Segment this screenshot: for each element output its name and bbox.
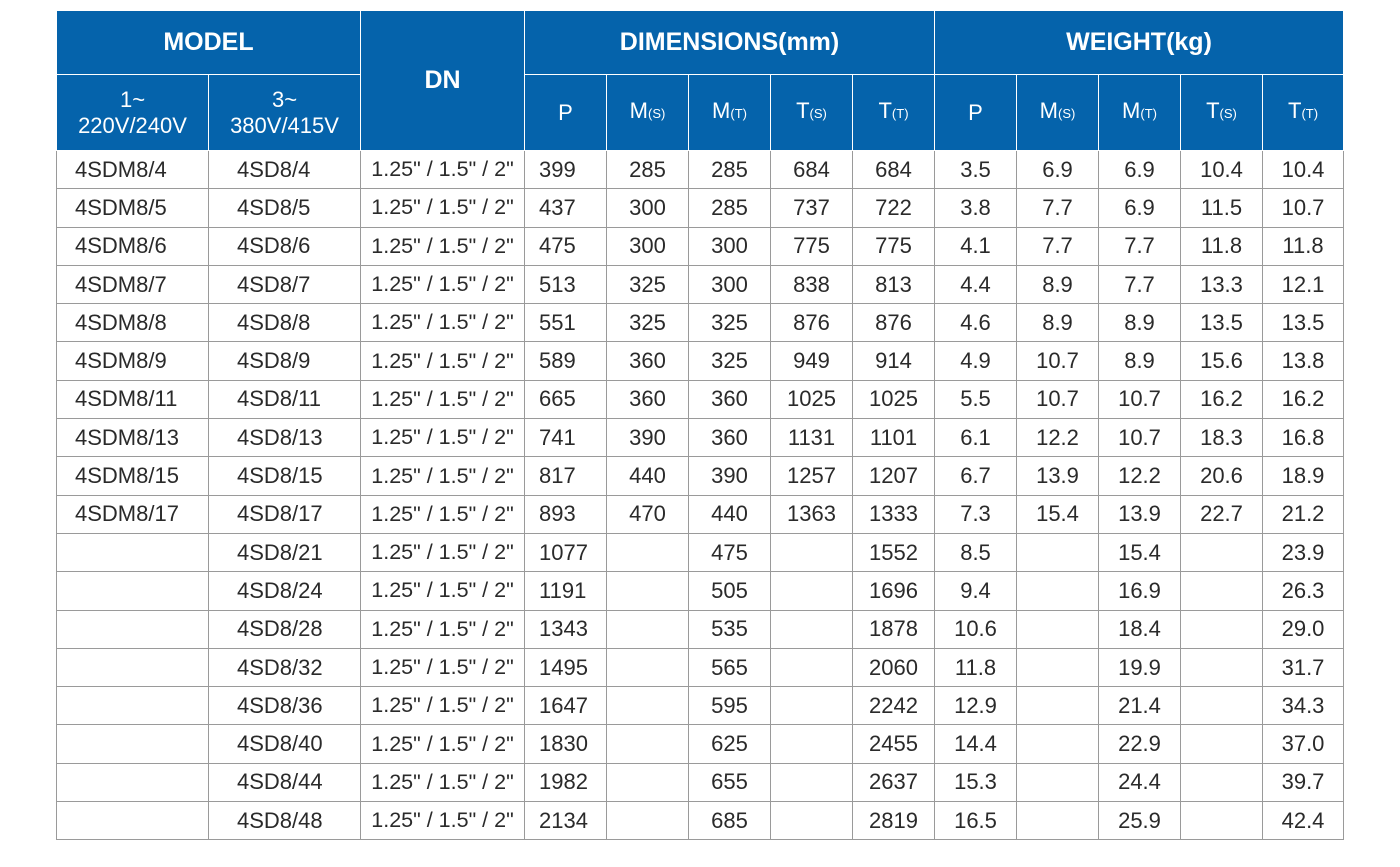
col-header-letter: T <box>1206 98 1220 123</box>
table-row <box>57 227 1344 265</box>
dim-ts-cell <box>771 572 853 610</box>
wt-ms-cell: 6.9 <box>1017 151 1099 189</box>
model-1ph-cell <box>57 572 209 610</box>
dim-p-cell: 1495 <box>525 648 607 686</box>
wt-ts-cell <box>1181 610 1263 648</box>
dimension-col-header <box>771 75 853 151</box>
dim-p-cell: 2134 <box>525 802 607 840</box>
wt-p-cell: 7.3 <box>935 495 1017 533</box>
table-row <box>57 725 1344 763</box>
dim-ms-cell <box>607 725 689 763</box>
dim-ts-cell: 876 <box>771 304 853 342</box>
dn-cell: 1.25" / 1.5" / 2" <box>361 687 525 725</box>
model-1ph-cell <box>57 610 209 648</box>
table-row <box>57 687 1344 725</box>
wt-ms-cell <box>1017 802 1099 840</box>
dim-p-cell: 437 <box>525 189 607 227</box>
model-3ph-cell: 4SD8/17 <box>209 495 361 533</box>
model-3ph-cell: 4SD8/48 <box>209 802 361 840</box>
table-row <box>57 572 1344 610</box>
dimension-col-header <box>525 75 607 151</box>
wt-tt-cell: 37.0 <box>1263 725 1344 763</box>
dim-mt-cell: 595 <box>689 687 771 725</box>
wt-mt-cell: 10.7 <box>1099 380 1181 418</box>
phase-label: 1~ <box>119 86 146 112</box>
dim-p-cell: 741 <box>525 419 607 457</box>
col-header-suffix: (T) <box>730 106 747 121</box>
table-row <box>57 304 1344 342</box>
wt-p-cell: 4.4 <box>935 265 1017 303</box>
model-3ph-cell: 4SD8/24 <box>209 572 361 610</box>
col-header-suffix: (T) <box>891 106 909 121</box>
wt-p-cell: 5.5 <box>935 380 1017 418</box>
dim-ts-cell: 1257 <box>771 457 853 495</box>
wt-tt-cell: 39.7 <box>1263 763 1344 801</box>
wt-ts-cell: 11.8 <box>1181 227 1263 265</box>
model-3ph-cell: 4SD8/36 <box>209 687 361 725</box>
wt-p-cell: 14.4 <box>935 725 1017 763</box>
wt-tt-cell: 26.3 <box>1263 572 1344 610</box>
dim-p-cell: 1647 <box>525 687 607 725</box>
dim-tt-cell: 1207 <box>853 457 935 495</box>
dim-ts-cell: 775 <box>771 227 853 265</box>
wt-mt-cell: 24.4 <box>1099 763 1181 801</box>
wt-mt-cell: 12.2 <box>1099 457 1181 495</box>
dim-ms-cell: 470 <box>607 495 689 533</box>
dn-cell: 1.25" / 1.5" / 2" <box>361 495 525 533</box>
dim-ms-cell <box>607 802 689 840</box>
table-row <box>57 533 1344 571</box>
weight-col-header <box>1017 75 1099 151</box>
dn-cell: 1.25" / 1.5" / 2" <box>361 189 525 227</box>
wt-mt-cell: 15.4 <box>1099 533 1181 571</box>
wt-ms-cell: 15.4 <box>1017 495 1099 533</box>
dim-p-cell: 551 <box>525 304 607 342</box>
wt-p-cell: 4.1 <box>935 227 1017 265</box>
dim-tt-cell: 813 <box>853 265 935 303</box>
dimension-col-header <box>689 75 771 151</box>
weight-col-header <box>935 75 1017 151</box>
model-1ph-cell: 4SDM8/5 <box>57 189 209 227</box>
phase-label: 3~ <box>271 86 298 112</box>
dim-ts-cell <box>771 687 853 725</box>
wt-tt-cell: 34.3 <box>1263 687 1344 725</box>
dim-ts-cell: 949 <box>771 342 853 380</box>
dn-cell: 1.25" / 1.5" / 2" <box>361 151 525 189</box>
dim-tt-cell: 2242 <box>853 687 935 725</box>
table-row <box>57 151 1344 189</box>
dn-cell: 1.25" / 1.5" / 2" <box>361 380 525 418</box>
model-1ph-cell <box>57 725 209 763</box>
weight-col-header <box>1099 75 1181 151</box>
wt-ts-cell: 18.3 <box>1181 419 1263 457</box>
col-header-letter: T <box>878 98 892 123</box>
wt-ts-cell <box>1181 687 1263 725</box>
dim-ts-cell <box>771 610 853 648</box>
table-row <box>57 457 1344 495</box>
dn-cell: 1.25" / 1.5" / 2" <box>361 725 525 763</box>
model-single-phase-header <box>57 75 209 151</box>
wt-tt-cell: 13.5 <box>1263 304 1344 342</box>
dim-ts-cell: 1363 <box>771 495 853 533</box>
wt-mt-cell: 19.9 <box>1099 648 1181 686</box>
col-header-suffix: (T) <box>1301 106 1319 121</box>
model-1ph-cell <box>57 533 209 571</box>
dim-ts-cell <box>771 533 853 571</box>
col-header-letter: M <box>1122 98 1141 123</box>
dn-cell: 1.25" / 1.5" / 2" <box>361 342 525 380</box>
col-header-letter: T <box>1287 98 1302 123</box>
col-header-suffix: (T) <box>1140 106 1157 121</box>
dim-ms-cell: 360 <box>607 380 689 418</box>
wt-ms-cell: 8.9 <box>1017 304 1099 342</box>
wt-p-cell: 15.3 <box>935 763 1017 801</box>
col-header-letter: M <box>712 98 731 123</box>
table-row <box>57 419 1344 457</box>
wt-p-cell: 4.9 <box>935 342 1017 380</box>
wt-tt-cell: 29.0 <box>1263 610 1344 648</box>
dim-mt-cell: 360 <box>689 380 771 418</box>
wt-p-cell: 6.7 <box>935 457 1017 495</box>
dim-tt-cell: 2637 <box>853 763 935 801</box>
wt-tt-cell: 13.8 <box>1263 342 1344 380</box>
model-1ph-cell: 4SDM8/15 <box>57 457 209 495</box>
col-header-suffix: (S) <box>647 106 666 121</box>
dn-cell: 1.25" / 1.5" / 2" <box>361 763 525 801</box>
wt-p-cell: 11.8 <box>935 648 1017 686</box>
wt-ts-cell: 10.4 <box>1181 151 1263 189</box>
dim-p-cell: 1077 <box>525 533 607 571</box>
wt-tt-cell: 23.9 <box>1263 533 1344 571</box>
wt-ms-cell <box>1017 572 1099 610</box>
dim-mt-cell: 285 <box>689 189 771 227</box>
wt-mt-cell: 7.7 <box>1099 265 1181 303</box>
model-3ph-cell: 4SD8/32 <box>209 648 361 686</box>
wt-ms-cell: 8.9 <box>1017 265 1099 303</box>
dim-ms-cell: 325 <box>607 265 689 303</box>
col-header-letter: T <box>796 98 810 123</box>
dim-mt-cell: 440 <box>689 495 771 533</box>
dn-cell: 1.25" / 1.5" / 2" <box>361 802 525 840</box>
wt-ts-cell: 22.7 <box>1181 495 1263 533</box>
dim-mt-cell: 565 <box>689 648 771 686</box>
dim-tt-cell: 2819 <box>853 802 935 840</box>
dim-ms-cell <box>607 763 689 801</box>
model-3ph-cell: 4SD8/15 <box>209 457 361 495</box>
model-1ph-cell: 4SDM8/11 <box>57 380 209 418</box>
wt-mt-cell: 22.9 <box>1099 725 1181 763</box>
table-row <box>57 380 1344 418</box>
wt-ts-cell <box>1181 763 1263 801</box>
dim-p-cell: 665 <box>525 380 607 418</box>
dim-p-cell: 1982 <box>525 763 607 801</box>
wt-ms-cell <box>1017 610 1099 648</box>
weight-header: WEIGHT(kg) <box>935 11 1344 75</box>
wt-ts-cell: 13.5 <box>1181 304 1263 342</box>
dim-ms-cell: 390 <box>607 419 689 457</box>
dim-ts-cell: 838 <box>771 265 853 303</box>
voltage-label: 220V/240V <box>78 112 187 138</box>
dn-cell: 1.25" / 1.5" / 2" <box>361 533 525 571</box>
wt-ts-cell <box>1181 648 1263 686</box>
dim-ts-cell <box>771 648 853 686</box>
model-1ph-cell: 4SDM8/7 <box>57 265 209 303</box>
dim-mt-cell: 325 <box>689 304 771 342</box>
dim-p-cell: 1191 <box>525 572 607 610</box>
model-3ph-cell: 4SD8/7 <box>209 265 361 303</box>
dim-tt-cell: 2060 <box>853 648 935 686</box>
wt-ms-cell <box>1017 687 1099 725</box>
wt-p-cell: 12.9 <box>935 687 1017 725</box>
dim-tt-cell: 2455 <box>853 725 935 763</box>
wt-ms-cell <box>1017 725 1099 763</box>
dim-tt-cell: 775 <box>853 227 935 265</box>
model-three-phase-header <box>209 75 361 151</box>
dim-ts-cell <box>771 802 853 840</box>
dn-cell: 1.25" / 1.5" / 2" <box>361 648 525 686</box>
table-row <box>57 342 1344 380</box>
dimension-col-header <box>853 75 935 151</box>
model-3ph-cell: 4SD8/40 <box>209 725 361 763</box>
wt-mt-cell: 13.9 <box>1099 495 1181 533</box>
wt-p-cell: 3.8 <box>935 189 1017 227</box>
model-3ph-cell: 4SD8/5 <box>209 189 361 227</box>
dim-ts-cell <box>771 763 853 801</box>
dim-tt-cell: 1552 <box>853 533 935 571</box>
dim-p-cell: 1343 <box>525 610 607 648</box>
model-3ph-cell: 4SD8/13 <box>209 419 361 457</box>
wt-ms-cell: 10.7 <box>1017 380 1099 418</box>
dim-ms-cell <box>607 648 689 686</box>
dim-mt-cell: 390 <box>689 457 771 495</box>
dim-p-cell: 1830 <box>525 725 607 763</box>
voltage-label: 380V/415V <box>230 112 339 138</box>
wt-mt-cell: 18.4 <box>1099 610 1181 648</box>
model-1ph-cell <box>57 687 209 725</box>
wt-tt-cell: 42.4 <box>1263 802 1344 840</box>
dim-p-cell: 475 <box>525 227 607 265</box>
dimension-col-header <box>607 75 689 151</box>
weight-col-header <box>1263 75 1344 151</box>
dn-cell: 1.25" / 1.5" / 2" <box>361 265 525 303</box>
wt-mt-cell: 8.9 <box>1099 342 1181 380</box>
dn-header: DN <box>361 11 525 151</box>
wt-ms-cell <box>1017 648 1099 686</box>
wt-ts-cell <box>1181 533 1263 571</box>
model-1ph-cell: 4SDM8/9 <box>57 342 209 380</box>
wt-p-cell: 16.5 <box>935 802 1017 840</box>
model-1ph-cell <box>57 802 209 840</box>
wt-ts-cell <box>1181 572 1263 610</box>
dim-ms-cell: 285 <box>607 151 689 189</box>
dim-tt-cell: 876 <box>853 304 935 342</box>
table-row <box>57 648 1344 686</box>
dim-ms-cell: 300 <box>607 189 689 227</box>
model-3ph-cell: 4SD8/44 <box>209 763 361 801</box>
model-3ph-cell: 4SD8/21 <box>209 533 361 571</box>
wt-tt-cell: 31.7 <box>1263 648 1344 686</box>
wt-ms-cell: 13.9 <box>1017 457 1099 495</box>
weight-col-header <box>1181 75 1263 151</box>
dim-ms-cell <box>607 610 689 648</box>
wt-p-cell: 8.5 <box>935 533 1017 571</box>
wt-tt-cell: 18.9 <box>1263 457 1344 495</box>
dimensions-header: DIMENSIONS(mm) <box>525 11 935 75</box>
wt-ts-cell: 15.6 <box>1181 342 1263 380</box>
dim-ms-cell: 360 <box>607 342 689 380</box>
wt-ts-cell: 16.2 <box>1181 380 1263 418</box>
model-1ph-cell <box>57 648 209 686</box>
col-header-letter: P <box>558 99 573 125</box>
dim-mt-cell: 475 <box>689 533 771 571</box>
dim-mt-cell: 505 <box>689 572 771 610</box>
table-row <box>57 495 1344 533</box>
col-header-suffix: (S) <box>1057 106 1076 121</box>
wt-tt-cell: 10.7 <box>1263 189 1344 227</box>
header-row-sub <box>57 75 1344 151</box>
model-1ph-cell: 4SDM8/6 <box>57 227 209 265</box>
dim-ts-cell: 737 <box>771 189 853 227</box>
dn-cell: 1.25" / 1.5" / 2" <box>361 457 525 495</box>
wt-mt-cell: 6.9 <box>1099 151 1181 189</box>
dim-p-cell: 817 <box>525 457 607 495</box>
wt-ts-cell <box>1181 725 1263 763</box>
dim-p-cell: 513 <box>525 265 607 303</box>
dim-ts-cell: 1131 <box>771 419 853 457</box>
model-1ph-cell: 4SDM8/13 <box>57 419 209 457</box>
table-row <box>57 265 1344 303</box>
pump-dimensions-table <box>56 10 1344 840</box>
model-1ph-cell: 4SDM8/4 <box>57 151 209 189</box>
wt-ms-cell <box>1017 533 1099 571</box>
model-header: MODEL <box>57 11 361 75</box>
wt-mt-cell: 8.9 <box>1099 304 1181 342</box>
wt-tt-cell: 21.2 <box>1263 495 1344 533</box>
dim-ts-cell: 1025 <box>771 380 853 418</box>
model-3ph-cell: 4SD8/28 <box>209 610 361 648</box>
wt-tt-cell: 12.1 <box>1263 265 1344 303</box>
dim-mt-cell: 360 <box>689 419 771 457</box>
dim-tt-cell: 1101 <box>853 419 935 457</box>
dn-cell: 1.25" / 1.5" / 2" <box>361 572 525 610</box>
wt-mt-cell: 10.7 <box>1099 419 1181 457</box>
dim-ms-cell <box>607 687 689 725</box>
model-3ph-cell: 4SD8/8 <box>209 304 361 342</box>
dim-mt-cell: 535 <box>689 610 771 648</box>
wt-ms-cell: 7.7 <box>1017 227 1099 265</box>
dim-tt-cell: 1025 <box>853 380 935 418</box>
wt-mt-cell: 7.7 <box>1099 227 1181 265</box>
dim-mt-cell: 655 <box>689 763 771 801</box>
header-row-group <box>57 11 1344 75</box>
col-header-letter: P <box>968 99 983 125</box>
dim-tt-cell: 914 <box>853 342 935 380</box>
dim-tt-cell: 1333 <box>853 495 935 533</box>
wt-mt-cell: 16.9 <box>1099 572 1181 610</box>
dim-mt-cell: 285 <box>689 151 771 189</box>
dim-p-cell: 893 <box>525 495 607 533</box>
wt-ts-cell: 13.3 <box>1181 265 1263 303</box>
dn-cell: 1.25" / 1.5" / 2" <box>361 227 525 265</box>
wt-mt-cell: 6.9 <box>1099 189 1181 227</box>
wt-p-cell: 9.4 <box>935 572 1017 610</box>
col-header-suffix: (S) <box>1219 106 1237 121</box>
dim-mt-cell: 685 <box>689 802 771 840</box>
wt-p-cell: 4.6 <box>935 304 1017 342</box>
dim-tt-cell: 684 <box>853 151 935 189</box>
wt-p-cell: 3.5 <box>935 151 1017 189</box>
model-1ph-cell <box>57 763 209 801</box>
wt-ms-cell <box>1017 763 1099 801</box>
model-1ph-cell: 4SDM8/8 <box>57 304 209 342</box>
dim-mt-cell: 300 <box>689 265 771 303</box>
table-row <box>57 802 1344 840</box>
wt-p-cell: 6.1 <box>935 419 1017 457</box>
col-header-letter: M <box>629 98 648 123</box>
dim-tt-cell: 722 <box>853 189 935 227</box>
dim-ts-cell <box>771 725 853 763</box>
table-row <box>57 189 1344 227</box>
wt-ts-cell: 11.5 <box>1181 189 1263 227</box>
model-1ph-cell: 4SDM8/17 <box>57 495 209 533</box>
dn-cell: 1.25" / 1.5" / 2" <box>361 304 525 342</box>
dim-ms-cell <box>607 572 689 610</box>
model-3ph-cell: 4SD8/11 <box>209 380 361 418</box>
wt-tt-cell: 16.8 <box>1263 419 1344 457</box>
wt-ms-cell: 12.2 <box>1017 419 1099 457</box>
col-header-letter: M <box>1039 98 1058 123</box>
dn-cell: 1.25" / 1.5" / 2" <box>361 610 525 648</box>
dim-ms-cell <box>607 533 689 571</box>
dim-mt-cell: 325 <box>689 342 771 380</box>
dim-ms-cell: 300 <box>607 227 689 265</box>
dim-p-cell: 589 <box>525 342 607 380</box>
dim-mt-cell: 300 <box>689 227 771 265</box>
dim-tt-cell: 1696 <box>853 572 935 610</box>
wt-tt-cell: 16.2 <box>1263 380 1344 418</box>
dim-ts-cell: 684 <box>771 151 853 189</box>
table-row <box>57 763 1344 801</box>
col-header-suffix: (S) <box>809 106 827 121</box>
dim-ms-cell: 440 <box>607 457 689 495</box>
wt-ms-cell: 10.7 <box>1017 342 1099 380</box>
dim-tt-cell: 1878 <box>853 610 935 648</box>
dim-ms-cell: 325 <box>607 304 689 342</box>
dn-cell: 1.25" / 1.5" / 2" <box>361 419 525 457</box>
model-3ph-cell: 4SD8/6 <box>209 227 361 265</box>
model-3ph-cell: 4SD8/4 <box>209 151 361 189</box>
dim-p-cell: 399 <box>525 151 607 189</box>
wt-ms-cell: 7.7 <box>1017 189 1099 227</box>
wt-tt-cell: 11.8 <box>1263 227 1344 265</box>
wt-p-cell: 10.6 <box>935 610 1017 648</box>
dim-mt-cell: 625 <box>689 725 771 763</box>
wt-tt-cell: 10.4 <box>1263 151 1344 189</box>
wt-ts-cell <box>1181 802 1263 840</box>
wt-mt-cell: 25.9 <box>1099 802 1181 840</box>
model-3ph-cell: 4SD8/9 <box>209 342 361 380</box>
wt-ts-cell: 20.6 <box>1181 457 1263 495</box>
table-row <box>57 610 1344 648</box>
table-body <box>57 151 1344 840</box>
wt-mt-cell: 21.4 <box>1099 687 1181 725</box>
